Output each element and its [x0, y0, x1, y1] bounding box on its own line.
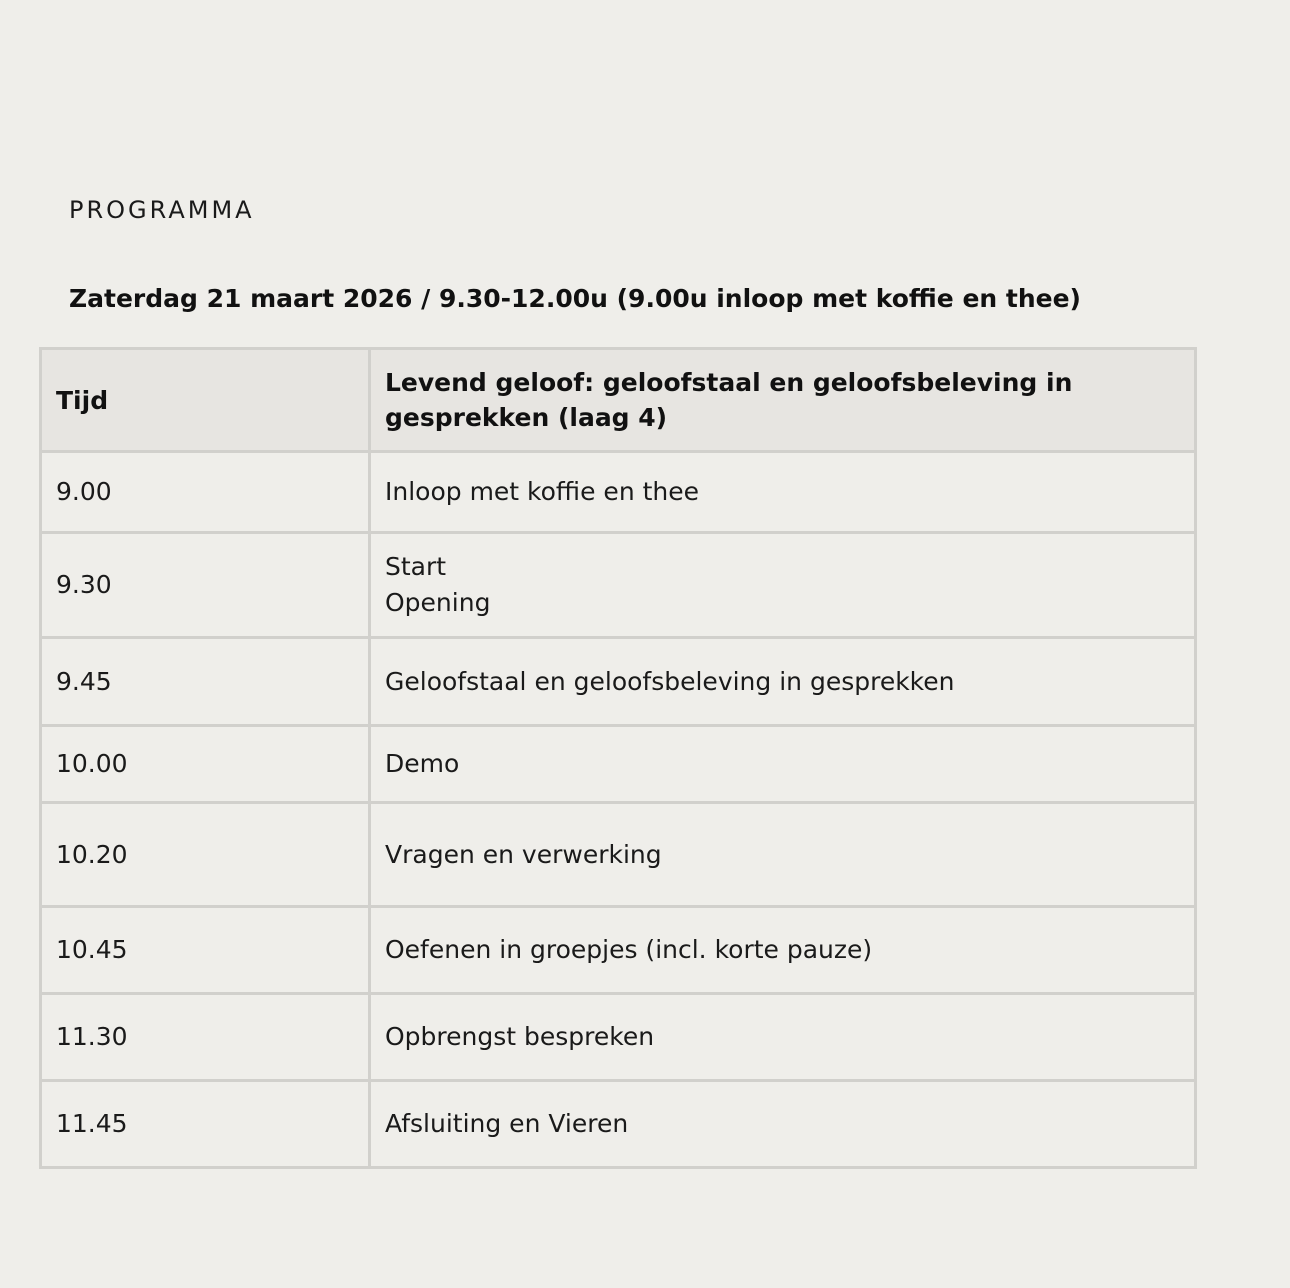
- table-row: [41, 1081, 1196, 1168]
- row-activity: [370, 726, 1196, 803]
- table-row: [41, 907, 1196, 994]
- row-time: 9.45: [41, 638, 370, 726]
- row-time: 9.00: [41, 452, 370, 533]
- date-heading: Zaterdag 21 maart 2026 / 9.30-12.00u (9.00u inloop met koffie en thee): [69, 284, 1081, 313]
- table-row: [41, 533, 1196, 638]
- row-activity: [370, 803, 1196, 907]
- row-activity: [370, 907, 1196, 994]
- row-activity: [370, 1081, 1196, 1168]
- row-time: 10.20: [41, 803, 370, 907]
- schedule-table: [39, 347, 1197, 1169]
- row-activity: [370, 452, 1196, 533]
- row-time: 9.30: [41, 533, 370, 638]
- row-time: 10.00: [41, 726, 370, 803]
- activity-line: Inloop met koffie en thee: [385, 477, 700, 506]
- activity-line: Opening: [385, 588, 491, 617]
- row-time: 10.45: [41, 907, 370, 994]
- row-time: 11.45: [41, 1081, 370, 1168]
- table-row: [41, 452, 1196, 533]
- header-time: Tijd: [41, 349, 370, 452]
- section-label: PROGRAMMA: [69, 196, 255, 224]
- activity-line: Start: [385, 552, 447, 581]
- row-time: 11.30: [41, 994, 370, 1081]
- activity-line: Oefenen in groepjes (incl. korte pauze): [385, 935, 873, 964]
- activity-line: Opbrengst bespreken: [385, 1022, 655, 1051]
- activity-line: Vragen en verwerking: [385, 839, 662, 869]
- activity-line: Afsluiting en Vieren: [385, 1109, 629, 1138]
- activity-line: Geloofstaal en geloofsbeleving in gesprekken: [385, 666, 955, 696]
- row-activity: [370, 994, 1196, 1081]
- row-activity: [370, 638, 1196, 726]
- row-activity: [370, 533, 1196, 638]
- activity-line: Demo: [385, 749, 460, 778]
- table-row: [41, 803, 1196, 907]
- table-row: [41, 994, 1196, 1081]
- table-row: [41, 726, 1196, 803]
- header-activity: Levend geloof: geloofstaal en geloofsbeleving in gesprekken (laag 4): [370, 349, 1196, 452]
- table-row: [41, 638, 1196, 726]
- table-header-row: [41, 349, 1196, 452]
